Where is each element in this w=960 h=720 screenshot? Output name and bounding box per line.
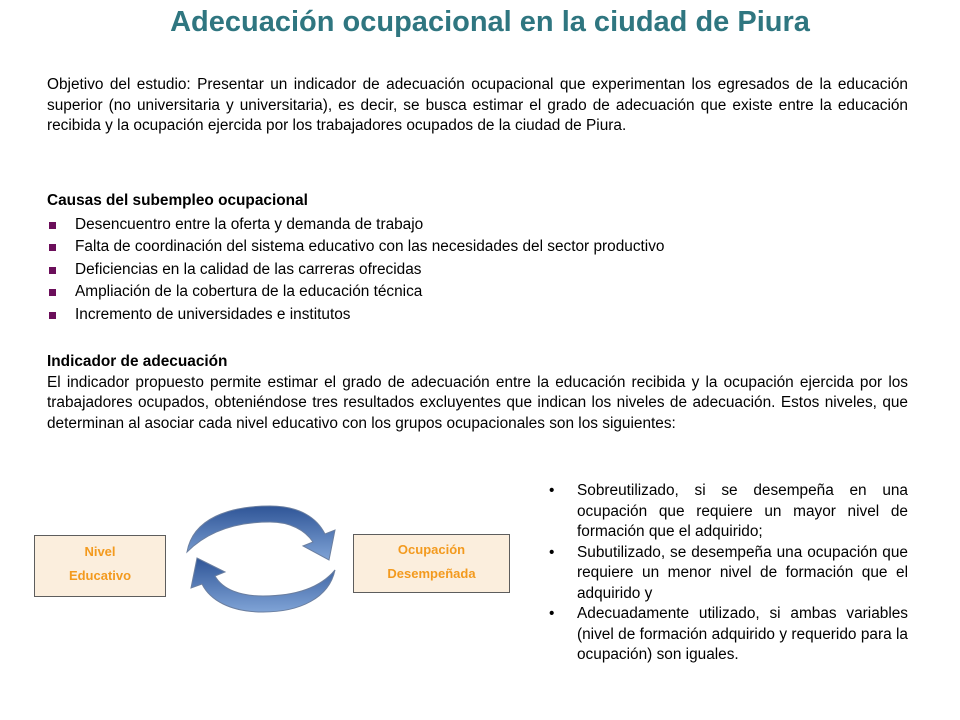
result-text: Adecuadamente utilizado, si ambas variables (nivel de formación adquirido y requerido para la ocupación) son iguales. xyxy=(577,605,908,663)
occupation-label-1: Ocupación xyxy=(397,542,466,557)
education-level-label-1: Nivel xyxy=(84,544,116,559)
bullet-icon: • xyxy=(549,605,555,622)
cause-text: Ampliación de la cobertura de la educación técnica xyxy=(75,283,423,300)
list-item xyxy=(47,214,908,237)
indicator-heading: Indicador de adecuación xyxy=(47,353,228,370)
education-level-label-2: Educativo xyxy=(68,568,132,583)
result-text: Sobreutilizado, si se desempeña en una ocupación que requiere un mayor nivel de formación que el adquirido; xyxy=(577,482,908,540)
cause-text: Deficiencias en la calidad de las carreras ofrecidas xyxy=(75,260,422,278)
causes-heading: Causas del subempleo ocupacional xyxy=(47,192,308,209)
list-item xyxy=(549,481,908,543)
objective-paragraph: Objetivo del estudio: Presentar un indicador de adecuación ocupacional que experimentan los egresados de la educación superior (no universitaria y universitaria), es decir, se busca estimar el grado de adecuación que existe entre la educación recibida y la ocupación ejercida por los trabajadores ocupados de la ciudad de Piura. xyxy=(47,76,908,134)
indicator-text: El indicador propuesto permite estimar el grado de adecuación entre la educación recibida y la ocupación ejercida por los trabajadores ocupados, obteniéndose tres resultados excluyentes que indican los niveles de adecuación. Estos niveles, que determinan al asociar cada nivel educativo con los grupos ocupacionales son los siguientes: xyxy=(47,373,908,432)
bullet-icon: • xyxy=(549,482,555,499)
cause-text: Incremento de universidades e institutos xyxy=(75,305,351,323)
bullet-icon: • xyxy=(549,543,555,561)
indicator-section xyxy=(47,352,908,434)
list-item xyxy=(549,543,908,605)
list-item xyxy=(47,259,908,282)
cause-text: Desencuentro entre la oferta y demanda de trabajo xyxy=(75,215,424,233)
education-level-box xyxy=(34,535,166,597)
list-item xyxy=(47,281,908,304)
list-item xyxy=(549,604,908,666)
page-title: Adecuación ocupacional en la ciudad de Piura xyxy=(170,6,810,38)
square-bullet-icon xyxy=(49,222,56,229)
cause-text: Falta de coordinación del sistema educativo con las necesidades del sector productivo xyxy=(75,238,665,255)
causes-section xyxy=(47,191,908,326)
top-curved-arrow-icon xyxy=(187,506,335,560)
causes-list xyxy=(47,214,908,327)
square-bullet-icon xyxy=(49,289,56,296)
bottom-curved-arrow-icon xyxy=(191,558,335,612)
list-item xyxy=(47,236,908,259)
cycle-arrows-icon xyxy=(175,500,355,620)
result-text: Subutilizado, se desempeña una ocupación que requiere un menor nivel de formación que el adquirido y xyxy=(577,543,908,602)
square-bullet-icon xyxy=(49,312,56,319)
square-bullet-icon xyxy=(49,244,56,251)
square-bullet-icon xyxy=(49,267,56,274)
list-item xyxy=(47,304,908,327)
occupation-box xyxy=(353,534,510,593)
occupation-label-2: Desempeñada xyxy=(387,566,476,581)
results-list xyxy=(549,481,908,666)
